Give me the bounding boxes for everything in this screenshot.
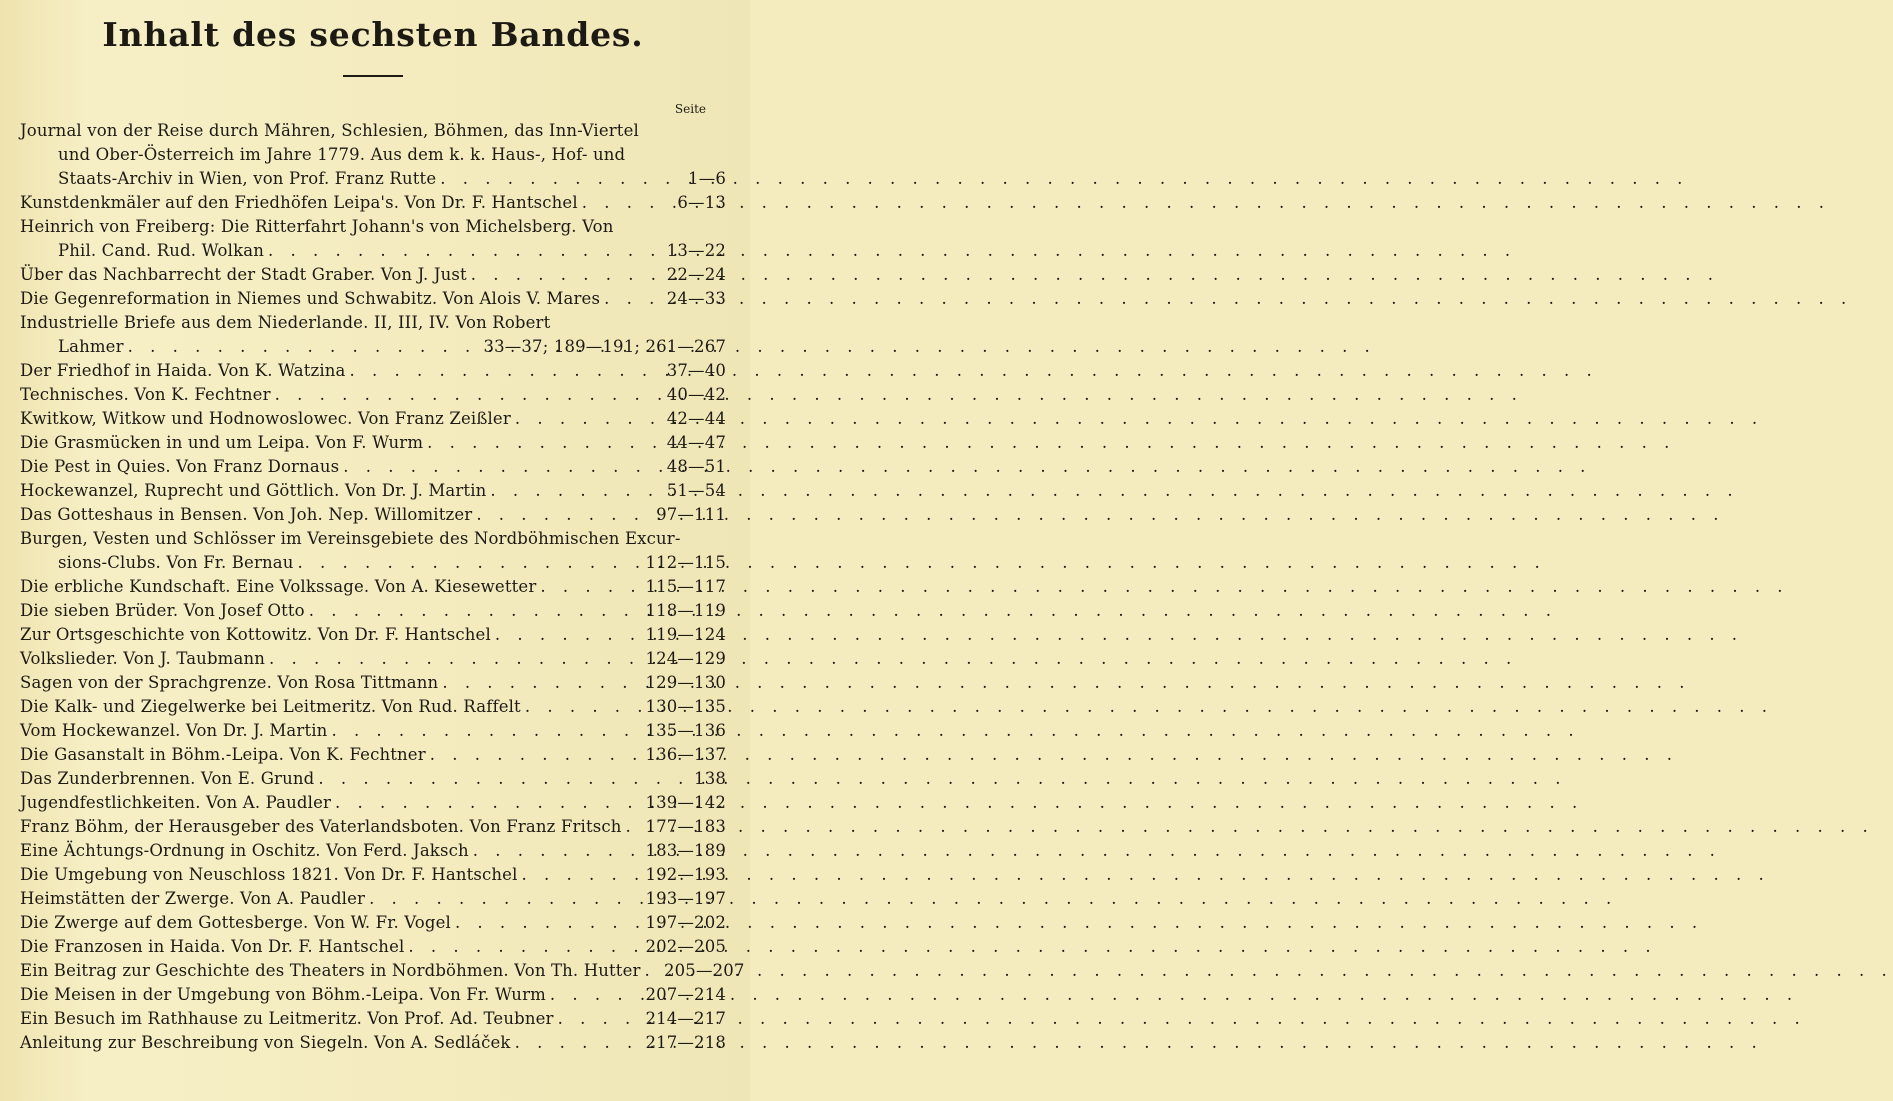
toc-entry-title-line	[20, 791, 726, 815]
toc-entry	[20, 383, 726, 407]
toc-page-number: 48—51	[666, 457, 726, 476]
toc-page-number: 177—183	[645, 817, 726, 836]
dot-leader	[521, 695, 640, 719]
dot-leader	[467, 263, 640, 287]
dot-leader	[271, 383, 640, 407]
dot-leader	[346, 359, 640, 383]
toc-entry	[20, 359, 726, 383]
toc-entry-text: und Ober-Österreich im Jahre 1779. Aus dem k. k. Haus-, Hof- und	[58, 145, 626, 164]
dot-leader	[511, 1031, 640, 1055]
toc-entry-title-line	[20, 1007, 726, 1031]
toc-entry-title-line	[20, 287, 726, 311]
toc-entry-text: Industrielle Briefe aus dem Niederlande. II, III, IV. Von Robert	[20, 313, 551, 332]
toc-entry-title-line	[20, 263, 726, 287]
toc-entry-text: Staats-Archiv in Wien, von Prof. Franz Rutte	[58, 169, 437, 188]
toc-page-number: 139—142	[645, 793, 726, 812]
toc-page-number: 119—124	[645, 625, 726, 644]
toc-entry-text: Heinrich von Freiberg: Die Ritterfahrt Johann's von Michelsberg. Von	[20, 217, 614, 236]
toc-page	[0, 0, 750, 1101]
dot-leader	[438, 671, 640, 695]
toc-entry	[20, 887, 726, 911]
toc-page-number: 136—137	[645, 745, 726, 764]
toc-entry-title-line	[20, 503, 726, 527]
toc-entry-title-line	[20, 575, 726, 599]
toc-entry-title-line	[20, 743, 726, 767]
page-column-label: Seite	[674, 102, 706, 116]
toc-entry-title-line	[20, 623, 726, 647]
toc-entry-text: Die Zwerge auf dem Gottesberge. Von W. Fr. Vogel	[20, 913, 451, 932]
toc-entry-text: Volkslieder. Von J. Taubmann	[20, 649, 266, 668]
dot-leader	[124, 335, 484, 359]
dot-leader	[265, 647, 640, 671]
toc-entry-title-line	[20, 479, 726, 503]
toc-page-number: 42—44	[666, 409, 726, 428]
toc-entry-title-line	[20, 671, 726, 695]
dot-leader	[314, 767, 640, 791]
dot-leader	[305, 599, 640, 623]
toc-entry-text: Lahmer	[58, 337, 124, 356]
toc-entry-text: Vom Hockewanzel. Von Dr. J. Martin	[20, 721, 328, 740]
toc-entry-text: Sagen von der Sprachgrenze. Von Rosa Tittmann	[20, 673, 439, 692]
toc-entry	[20, 839, 726, 863]
toc-page-number: 193—197	[645, 889, 726, 908]
dot-leader	[622, 815, 640, 839]
toc-entry-text: Das Zunderbrennen. Von E. Grund	[20, 769, 315, 788]
toc-entry-title-line	[20, 815, 726, 839]
toc-entry-title-line	[20, 599, 726, 623]
toc-entry	[20, 767, 726, 791]
dot-leader	[472, 503, 640, 527]
dot-leader	[469, 839, 640, 863]
toc-entry	[20, 671, 726, 695]
toc-page-number: 197—202	[645, 913, 726, 932]
toc-entry-title-line	[20, 215, 726, 239]
toc-entry	[20, 719, 726, 743]
toc-entry	[20, 479, 726, 503]
toc-entry	[20, 599, 726, 623]
toc-entry-title-line	[20, 695, 726, 719]
toc-entry-text: Heimstätten der Zwerge. Von A. Paudler	[20, 889, 366, 908]
toc-entry-text: Die Pest in Quies. Von Franz Dornaus	[20, 457, 340, 476]
toc-entry	[20, 431, 726, 455]
toc-entry-text: Journal von der Reise durch Mähren, Schlesien, Böhmen, das Inn-Viertel	[20, 121, 639, 140]
toc-entry	[20, 935, 726, 959]
toc-entry	[20, 623, 726, 647]
toc-page-number: 1—6	[688, 169, 726, 188]
toc-entry	[20, 263, 726, 287]
toc-entry	[20, 575, 726, 599]
toc-entry-title-line	[20, 1031, 726, 1055]
toc-entry-text: Über das Nachbarrecht der Stadt Graber. Von J. Just	[20, 265, 467, 284]
toc-entry-text: Die Gegenreformation in Niemes und Schwabitz. Von Alois V. Mares	[20, 289, 601, 308]
title-divider	[343, 75, 403, 77]
toc-entry	[20, 983, 726, 1007]
toc-entry-text: Die Kalk- und Ziegelwerke bei Leitmeritz. Von Rud. Raffelt	[20, 697, 521, 716]
dot-leader	[404, 935, 640, 959]
dot-leader	[536, 575, 640, 599]
toc-entry-title-line	[20, 863, 726, 887]
toc-entry-text: Das Gotteshaus in Bensen. Von Joh. Nep. Willomitzer	[20, 505, 473, 524]
toc-entry-text: Franz Böhm, der Herausgeber des Vaterlandsboten. Von Franz Fritsch	[20, 817, 622, 836]
toc-entry-title-line	[20, 839, 726, 863]
table-of-contents	[20, 119, 745, 1055]
toc-entry-text: Die Franzosen in Haida. Von Dr. F. Hantschel	[20, 937, 405, 956]
toc-entry-text: Die Gasanstalt in Böhm.-Leipa. Von K. Fechtner	[20, 745, 426, 764]
dot-leader	[327, 719, 640, 743]
toc-page-number: 6—13	[677, 193, 726, 212]
toc-entry	[20, 1007, 726, 1031]
toc-entry	[20, 695, 726, 719]
toc-entry-text: Phil. Cand. Rud. Wolkan	[58, 241, 264, 260]
toc-entry-text: Die Umgebung von Neuschloss 1821. Von Dr. F. Hantschel	[20, 865, 518, 884]
page-title: Inhalt des sechsten Bandes.	[102, 15, 644, 54]
toc-entry-title-line	[20, 359, 726, 383]
toc-entry	[20, 791, 726, 815]
toc-entry	[20, 647, 726, 671]
toc-entry-title-line	[20, 911, 726, 935]
toc-entry-text: Technisches. Von K. Fechtner	[20, 385, 271, 404]
toc-entry-title-line	[20, 431, 726, 455]
toc-page-number: 202—205	[645, 937, 726, 956]
toc-page-number: 183—189	[645, 841, 726, 860]
toc-entry-text: Burgen, Vesten und Schlösser im Vereinsgebiete des Nordböhmischen Excur-	[20, 529, 681, 548]
toc-page-number: 138	[694, 769, 726, 788]
dot-leader	[339, 455, 640, 479]
toc-page-number: 205—207	[664, 961, 745, 980]
toc-entry-text: sions-Clubs. Von Fr. Bernau	[58, 553, 294, 572]
toc-entry-continuation-line	[20, 335, 726, 359]
toc-entry-continuation-line	[20, 551, 726, 575]
dot-leader	[518, 863, 640, 887]
toc-entry	[20, 503, 726, 527]
toc-entry-title-line	[20, 887, 726, 911]
toc-page-number: 24—33	[666, 289, 726, 308]
dot-leader	[511, 407, 640, 431]
toc-page-number: 124—129	[645, 649, 726, 668]
toc-entry-title-line	[20, 191, 726, 215]
toc-entry-text: Ein Besuch im Rathhause zu Leitmeritz. Von Prof. Ad. Teubner	[20, 1009, 554, 1028]
toc-page-number: 129—130	[645, 673, 726, 692]
toc-entry-title-line	[20, 407, 726, 431]
toc-entry-title-line	[20, 119, 726, 143]
toc-entry-text: Kwitkow, Witkow und Hodnowoslowec. Von Franz Zeißler	[20, 409, 511, 428]
toc-entry	[20, 1031, 726, 1055]
toc-entry	[20, 911, 726, 935]
dot-leader	[264, 239, 640, 263]
dot-leader	[641, 959, 659, 983]
toc-entry	[20, 407, 726, 431]
toc-entry	[20, 191, 726, 215]
toc-entry-title-line	[20, 983, 726, 1007]
toc-page-number: 44—47	[666, 433, 726, 452]
toc-entry-title-line	[20, 935, 726, 959]
toc-page-number: 40—42	[666, 385, 726, 404]
toc-entry	[20, 959, 745, 983]
toc-entry-text: Der Friedhof in Haida. Von K. Watzina	[20, 361, 346, 380]
toc-page-number: 22—24	[666, 265, 726, 284]
toc-page-number: 214—217	[645, 1009, 726, 1028]
toc-page-number: 130—135	[645, 697, 726, 716]
toc-entry-text: Eine Ächtungs-Ordnung in Oschitz. Von Ferd. Jaksch	[20, 841, 469, 860]
dot-leader	[426, 743, 640, 767]
toc-entry-text: Hockewanzel, Ruprecht und Göttlich. Von Dr. J. Martin	[20, 481, 487, 500]
dot-leader	[486, 479, 640, 503]
dot-leader	[554, 1007, 640, 1031]
toc-entry-text: Zur Ortsgeschichte von Kottowitz. Von Dr. F. Hantschel	[20, 625, 491, 644]
toc-entry-title-line	[20, 719, 726, 743]
toc-entry-text: Die erbliche Kundschaft. Eine Volkssage. Von A. Kiesewetter	[20, 577, 537, 596]
toc-entry-continuation-line	[20, 143, 726, 167]
toc-entry-text: Die Grasmücken in und um Leipa. Von F. Wurm	[20, 433, 424, 452]
toc-entry-text: Anleitung zur Beschreibung von Siegeln. Von A. Sedláček	[20, 1033, 511, 1052]
toc-entry	[20, 119, 726, 191]
dot-leader	[365, 887, 640, 911]
dot-leader	[600, 287, 640, 311]
dot-leader	[423, 431, 640, 455]
toc-entry	[20, 287, 726, 311]
toc-entry-title-line	[20, 767, 726, 791]
toc-entry	[20, 527, 726, 575]
toc-page-number: 51—54	[666, 481, 726, 500]
toc-page-number: 33—37; 189—191; 261—267	[483, 337, 726, 356]
toc-entry	[20, 863, 726, 887]
toc-entry-text: Jugendfestlichkeiten. Von A. Paudler	[20, 793, 332, 812]
toc-page-number: 37—40	[666, 361, 726, 380]
dot-leader	[331, 791, 640, 815]
toc-entry	[20, 743, 726, 767]
toc-entry	[20, 311, 726, 359]
dot-leader	[436, 167, 640, 191]
toc-page-number: 217—218	[645, 1033, 726, 1052]
toc-page-number: 112—115	[645, 553, 726, 572]
toc-entry-title-line	[20, 527, 726, 551]
dot-leader	[294, 551, 640, 575]
toc-entry	[20, 455, 726, 479]
toc-entry-title-line	[20, 455, 726, 479]
toc-entry	[20, 815, 726, 839]
toc-page-number: 115—117	[645, 577, 726, 596]
toc-entry-text: Ein Beitrag zur Geschichte des Theaters in Nordböhmen. Von Th. Hutter	[20, 961, 641, 980]
toc-page-number: 13—22	[666, 241, 726, 260]
toc-page-number: 118—119	[645, 601, 726, 620]
toc-entry-text: Kunstdenkmäler auf den Friedhöfen Leipa's. Von Dr. F. Hantschel	[20, 193, 578, 212]
dot-leader	[578, 191, 640, 215]
toc-entry-title-line	[20, 959, 745, 983]
toc-page-number: 192—193	[645, 865, 726, 884]
toc-page-number: 97—111	[656, 505, 726, 524]
toc-page-number: 207—214	[645, 985, 726, 1004]
toc-entry-title-line	[20, 383, 726, 407]
toc-entry-continuation-line	[20, 239, 726, 263]
toc-entry-text: Die sieben Brüder. Von Josef Otto	[20, 601, 305, 620]
dot-leader	[451, 911, 640, 935]
toc-entry	[20, 215, 726, 263]
dot-leader	[546, 983, 640, 1007]
dot-leader	[491, 623, 640, 647]
toc-entry-continuation-line	[20, 167, 726, 191]
toc-entry-title-line	[20, 647, 726, 671]
toc-page-number: 135—136	[645, 721, 726, 740]
toc-entry-title-line	[20, 311, 726, 335]
toc-entry-text: Die Meisen in der Umgebung von Böhm.-Leipa. Von Fr. Wurm	[20, 985, 546, 1004]
